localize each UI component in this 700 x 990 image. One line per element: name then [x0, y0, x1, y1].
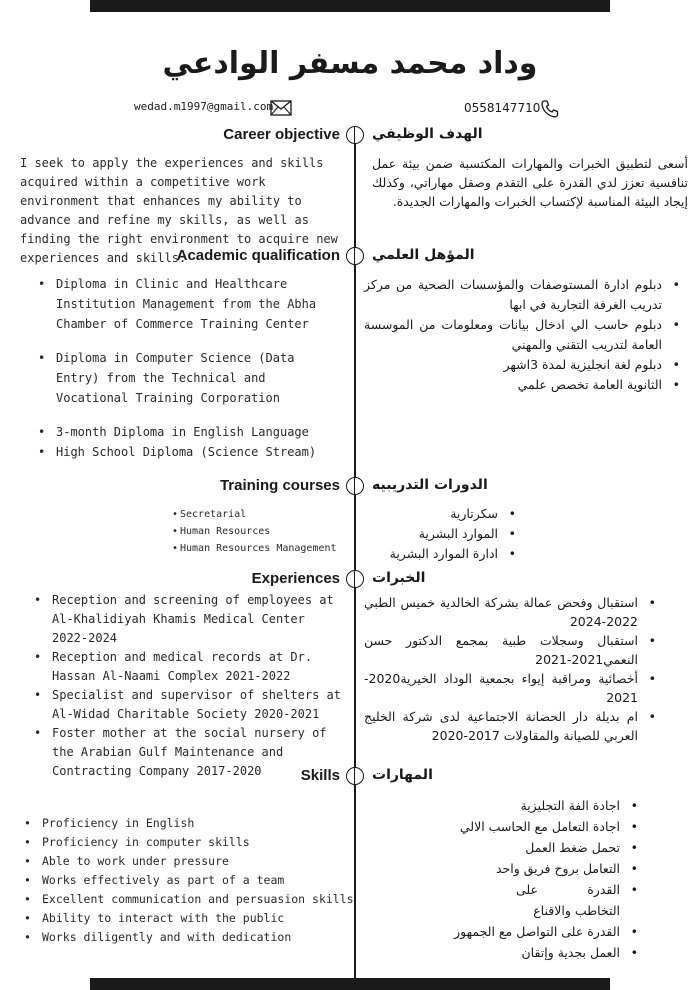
list-item: • Proficiency in computer skills: [10, 833, 355, 852]
top-bar: [90, 0, 610, 12]
list-item: • استقبال وفحص عمالة بشركة الخالدية خميس الطبي 2022-2024: [364, 593, 664, 631]
list-item: • ام بديلة دار الحضانة الاجتماعية لدى شركة الخليج العربي للصيانة والمقاولات 2017-2020: [364, 707, 664, 745]
section-title-objective-ar: الهدف الوظيفي: [372, 126, 483, 142]
academic-list-en: [24, 274, 344, 462]
list-item: • تحمل ضغط العمل: [420, 837, 646, 858]
list-item: • التعامل بروح فريق واحد: [420, 858, 646, 879]
list-item: • 3-month Diploma in English Language: [24, 422, 344, 442]
envelope-icon: [270, 100, 292, 116]
section-title-academic-en: Academic qualification: [176, 247, 340, 264]
list-item: • القدرة على التواصل مع الجمهور: [420, 921, 646, 942]
phone-text: 0558147710: [464, 101, 541, 115]
list-item: • Secretarial: [158, 506, 348, 523]
list-item: • Excellent communication and persuasion skills: [10, 890, 355, 909]
training-list-en: [158, 506, 348, 557]
timeline-node-academic: [346, 247, 364, 265]
list-item: • اجادة التعامل مع الحاسب الالي: [420, 816, 646, 837]
section-title-experience-en: Experiences: [251, 570, 340, 587]
section-title-experience-ar: الخبرات: [372, 570, 426, 586]
objective-text-en: I seek to apply the experiences and skills acquired within a competitive work environment that enhances my ability to advance and refine my skills, as well as finding the right environment to acquire new experiences and skills.: [20, 156, 338, 265]
training-list-ar: [364, 504, 524, 564]
section-title-objective-en: Career objective: [223, 126, 340, 143]
bottom-bar: [90, 978, 610, 990]
section-title-skills-en: Skills: [300, 767, 340, 784]
list-item: • Human Resources Management: [158, 540, 348, 557]
list-item: • Reception and screening of employees at Al-Khalidiyah Khamis Medical Center 2022-2024: [28, 591, 346, 648]
list-item: • Specialist and supervisor of shelters at Al-Widad Charitable Society 2020-2021: [28, 686, 346, 724]
skills-list-ar: [420, 795, 646, 963]
list-item: • Diploma in Computer Science (Data Entry) from the Technical and Vocational Training Corporation: [24, 348, 344, 408]
list-item: • العمل بجدية وإتقان: [420, 942, 646, 963]
section-title-academic-ar: المؤهل العلمي: [372, 247, 475, 263]
timeline-node-skills: [346, 767, 364, 785]
skills-list-en: [10, 814, 355, 947]
list-item: • Proficiency in English: [10, 814, 355, 833]
objective-text-ar: أسعى لتطبيق الخبرات والمهارات المكتسبة ضمن بيئة عمل تنافسية تعزز لدي القدرة على التقدم وصقل مهاراتي، وكذلك إيجاد البيئة المناسبة لإكتساب الخبرات والمهارات الجديدة.: [372, 156, 688, 209]
list-item: • Ability to interact with the public: [10, 909, 355, 928]
list-item: • سكرتارية: [364, 504, 524, 524]
academic-list-ar: [364, 275, 688, 395]
section-title-skills-ar: المهارات: [372, 767, 433, 783]
list-item: • دبلوم حاسب الي ادخال بيانات ومعلومات من الموسسة العامة لتدريب التقني والمهني: [364, 315, 688, 355]
list-item: • أخصائية ومراقبة إيواء بجمعية الوداد الخيرية2020-2021: [364, 669, 664, 707]
list-item: • Works effectively as part of a team: [10, 871, 355, 890]
timeline-node-objective: [346, 126, 364, 144]
section-title-training-en: Training courses: [219, 477, 340, 494]
timeline-node-training: [346, 477, 364, 495]
page-title: وداد محمد مسفر الوادعي: [162, 46, 538, 81]
list-item: • استقبال وسجلات طبية بمجمع الدكتور حسن النعمي2021-2021: [364, 631, 664, 669]
list-item: • Reception and medical records at Dr. Hassan Al-Naami Complex 2021-2022: [28, 648, 346, 686]
phone-icon: [540, 99, 560, 119]
email-text: wedad.m1997@gmail.com: [134, 100, 274, 113]
section-title-training-ar: الدورات التدريبيه: [372, 477, 488, 493]
list-item: • الموارد البشرية: [364, 524, 524, 544]
list-item: • اجادة الفة التجليزية: [420, 795, 646, 816]
list-item: • ادارة الموارد البشرية: [364, 544, 524, 564]
experience-list-en: [28, 591, 346, 781]
list-item: • High School Diploma (Science Stream): [24, 442, 344, 462]
list-item: • القدرة على التخاطب والاقناع: [516, 879, 646, 921]
list-item: • دبلوم ادارة المستوصفات والمؤسسات الصحية من مركز تدريب الغرفة التجارية في ابها: [364, 275, 688, 315]
list-item: • Human Resources: [158, 523, 348, 540]
list-item: • Foster mother at the social nursery of the Arabian Gulf Maintenance and Contracting Company 2017-2020: [28, 724, 346, 781]
timeline-node-experience: [346, 570, 364, 588]
list-item: • دبلوم لغة انجليزية لمدة 3اشهر: [364, 355, 688, 375]
list-item: • Able to work under pressure: [10, 852, 355, 871]
experience-list-ar: [364, 593, 664, 745]
list-item: • Works diligently and with dedication: [10, 928, 355, 947]
list-item: • Diploma in Clinic and Healthcare Institution Management from the Abha Chamber of Commerce Training Center: [24, 274, 344, 334]
list-item: • الثانوية العامة تخصص علمي: [364, 375, 688, 395]
